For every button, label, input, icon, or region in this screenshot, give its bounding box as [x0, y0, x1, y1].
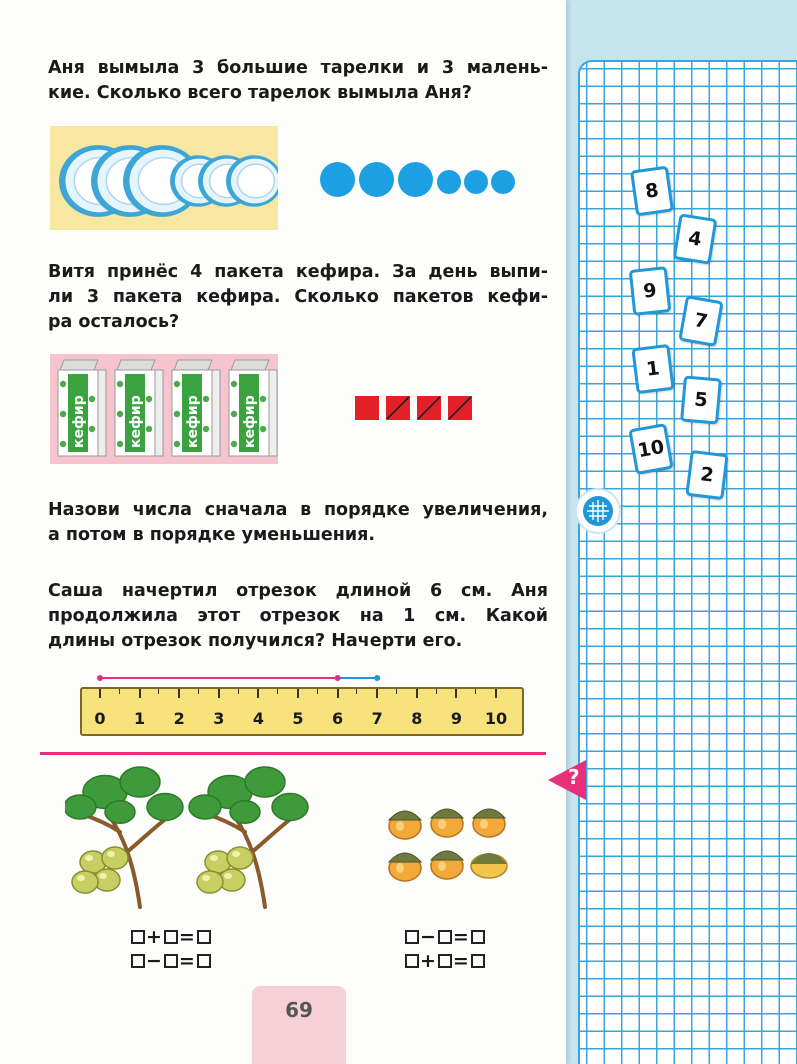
ruler-tick — [495, 689, 497, 698]
operator: − — [420, 926, 437, 948]
ruler-half-tick — [317, 689, 318, 694]
strike-icon — [417, 396, 441, 420]
strike-icon — [448, 396, 472, 420]
ruler-label: 5 — [292, 709, 304, 728]
plates-illustration — [50, 126, 278, 230]
operator: = — [178, 926, 196, 948]
kefir-square — [417, 396, 441, 420]
ruler-tick — [218, 689, 220, 698]
ruler-tick — [257, 689, 259, 698]
gooseberry-branches-icon — [65, 762, 325, 912]
ruler-half-tick — [158, 689, 159, 694]
answer-box[interactable] — [471, 930, 485, 944]
ruler-label: 6 — [332, 709, 344, 728]
operator: = — [452, 950, 470, 972]
kefir-illustration — [50, 354, 278, 464]
kefir-carton — [172, 360, 220, 456]
answer-box[interactable] — [164, 954, 178, 968]
ruler-label: 8 — [411, 709, 423, 728]
grid-notebook-pane — [578, 60, 797, 1064]
kefir-square — [386, 396, 410, 420]
plates-icon — [50, 126, 278, 230]
ruler-half-tick — [277, 689, 278, 694]
text-line: Назови числа сначала в порядке увеличения, — [48, 500, 548, 520]
ruler-tick — [337, 689, 339, 698]
ruler-half-tick — [198, 689, 199, 694]
acorn — [389, 853, 421, 881]
carton-label: кефир — [185, 395, 201, 448]
text-line: продолжила этот отрезок на 1 см. Какой — [48, 606, 548, 626]
task-plates-text — [48, 56, 548, 106]
big-dot — [359, 162, 394, 197]
number-card: 10 — [628, 423, 673, 475]
grid-icon — [577, 490, 619, 532]
question-badge — [548, 760, 586, 800]
berry — [227, 847, 253, 869]
acorn — [471, 853, 507, 878]
number-card: 2 — [685, 450, 728, 500]
ruler-label: 7 — [371, 709, 383, 728]
kefir-square — [448, 396, 472, 420]
operator: − — [146, 950, 163, 972]
segment-point — [374, 675, 380, 681]
acorn — [431, 851, 463, 879]
section-divider — [40, 752, 546, 755]
acorn — [473, 809, 505, 837]
ruler-label: 2 — [173, 709, 185, 728]
operator: = — [452, 926, 470, 948]
number-card: 5 — [680, 375, 722, 424]
gooseberry-branch — [65, 767, 183, 907]
operator: + — [420, 950, 437, 972]
gooseberry-branch — [189, 767, 308, 907]
ruler-half-tick — [396, 689, 397, 694]
ruler-half-tick — [436, 689, 437, 694]
leaf — [147, 794, 183, 821]
text-line: ли 3 пакета кефира. Сколько пакетов кефи- — [48, 287, 548, 307]
leaf — [120, 767, 160, 797]
text-line: кие. Сколько всего тарелок вымыла Аня? — [48, 83, 472, 103]
berry — [72, 871, 98, 893]
leaf — [230, 801, 260, 824]
ruler-half-tick — [356, 689, 357, 694]
text-line: длины отрезок получился? Начерти его. — [48, 631, 463, 651]
answer-box[interactable] — [164, 930, 178, 944]
question-mark: ? — [568, 765, 580, 789]
answer-box[interactable] — [197, 930, 211, 944]
number-card: 1 — [631, 344, 674, 394]
acorns-icon — [385, 800, 535, 900]
answer-box[interactable] — [405, 930, 419, 944]
answer-box[interactable] — [405, 954, 419, 968]
leaf — [245, 767, 285, 797]
task-kefir-text — [48, 260, 548, 335]
small-dot — [437, 170, 461, 194]
ruler-tick — [376, 689, 378, 698]
ruler-half-tick — [475, 689, 476, 694]
leaf — [189, 795, 221, 819]
ruler-tick — [416, 689, 418, 698]
ruler — [80, 687, 524, 736]
leaf — [65, 795, 96, 819]
kefir-carton — [115, 360, 163, 456]
equation-right-1 — [404, 926, 486, 948]
kefir-carton — [58, 360, 106, 456]
answer-box[interactable] — [438, 930, 452, 944]
ruler-tick — [455, 689, 457, 698]
number-card: 9 — [629, 266, 672, 316]
big-dot — [398, 162, 433, 197]
answer-box[interactable] — [131, 930, 145, 944]
number-card: 7 — [678, 295, 723, 347]
ruler-label: 10 — [484, 709, 508, 728]
ruler-label: 3 — [213, 709, 225, 728]
ruler-label: 0 — [94, 709, 106, 728]
ruler-tick — [297, 689, 299, 698]
task-segment-text — [48, 579, 548, 654]
berry — [197, 871, 223, 893]
kefir-square — [355, 396, 379, 420]
operator: = — [178, 950, 196, 972]
segment-point — [97, 675, 103, 681]
big-dot — [320, 162, 355, 197]
carton-label: кефир — [71, 395, 87, 448]
equation-right-2 — [404, 950, 486, 972]
text-line: Витя принёс 4 пакета кефира. За день выпи- — [48, 262, 548, 282]
carton-label: кефир — [242, 395, 258, 448]
text-line: ра осталось? — [48, 312, 180, 332]
task-order-numbers-text — [48, 498, 548, 548]
kefir-carton — [229, 360, 277, 456]
answer-box[interactable] — [131, 954, 145, 968]
text-line: Аня вымыла 3 большие тарелки и 3 малень- — [48, 58, 548, 78]
acorn — [431, 809, 463, 837]
small-dot — [491, 170, 515, 194]
ruler-label: 1 — [134, 709, 146, 728]
kefir-cartons-icon — [50, 354, 278, 464]
segment-point — [335, 675, 341, 681]
answer-box[interactable] — [197, 954, 211, 968]
text-line: а потом в порядке уменьшения. — [48, 525, 376, 545]
ruler-tick — [99, 689, 101, 698]
small-dot — [464, 170, 488, 194]
strike-icon — [386, 396, 410, 420]
page-number: 69 — [285, 998, 313, 1022]
number-card: 8 — [630, 166, 674, 217]
number-card: 4 — [673, 213, 718, 264]
carton-label: кефир — [128, 395, 144, 448]
berry — [102, 847, 128, 869]
ruler-tick — [178, 689, 180, 698]
ruler-label: 9 — [450, 709, 462, 728]
ruler-tick — [139, 689, 141, 698]
answer-box[interactable] — [438, 954, 452, 968]
ruler-label: 4 — [252, 709, 264, 728]
text-line: Саша начертил отрезок длиной 6 см. Аня — [48, 581, 548, 601]
leaf — [105, 801, 135, 824]
acorn — [389, 811, 421, 839]
operator: + — [146, 926, 163, 948]
equation-left-1 — [130, 926, 212, 948]
ruler-half-tick — [119, 689, 120, 694]
equation-left-2 — [130, 950, 212, 972]
answer-box[interactable] — [471, 954, 485, 968]
ruler-half-tick — [238, 689, 239, 694]
leaf — [272, 794, 308, 821]
